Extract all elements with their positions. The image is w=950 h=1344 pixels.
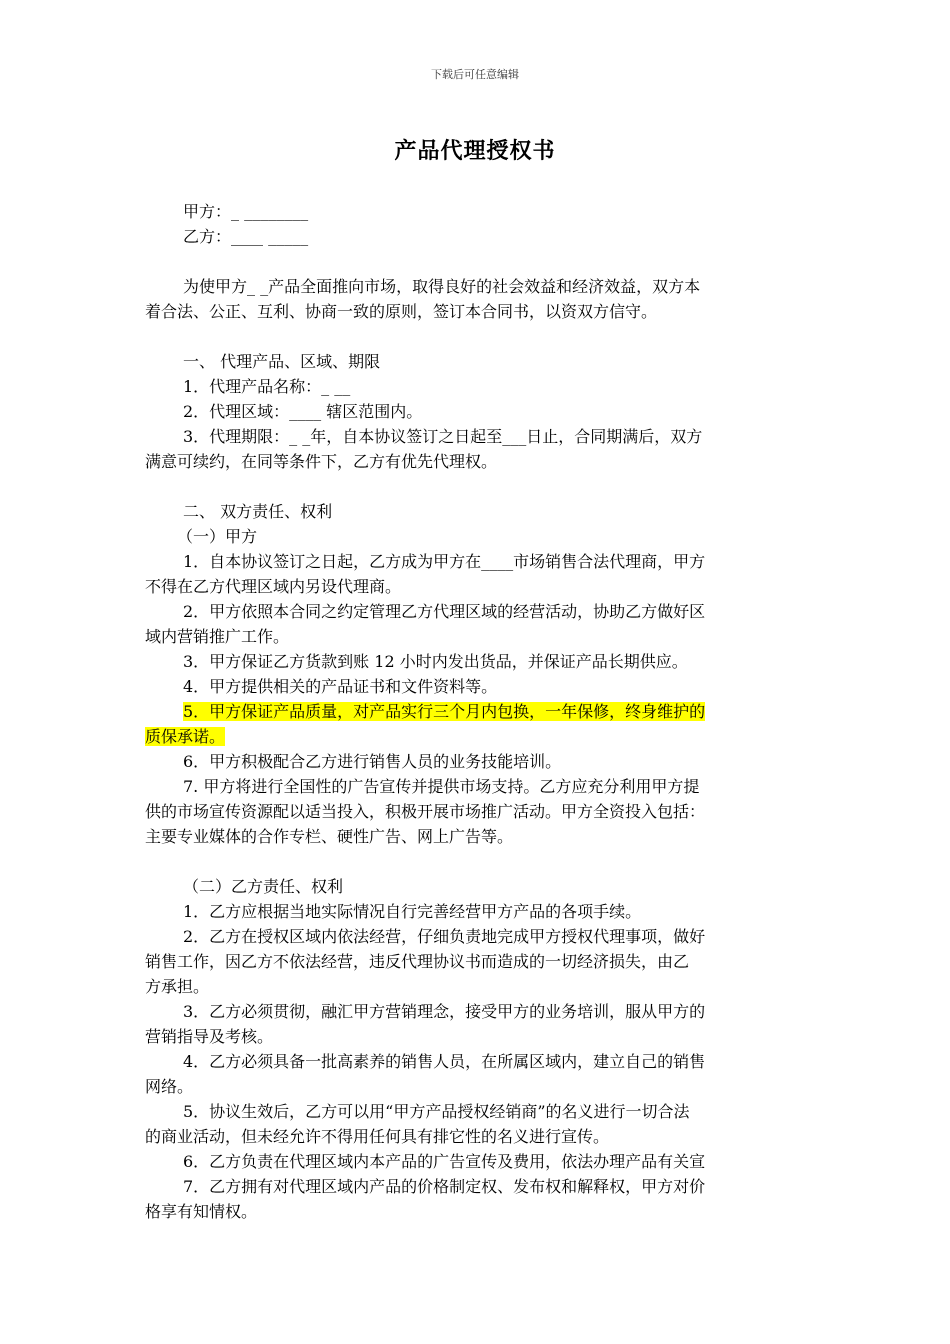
- party-a-item: 3．甲方保证乙方货款到账 12 小时内发出货品，并保证产品长期供应。: [183, 652, 688, 671]
- section-2-heading: 二、 双方责任、权利: [183, 502, 333, 521]
- party-a-item: 1．自本协议签订之日起，乙方成为甲方在____市场销售合法代理商，甲方: [183, 552, 706, 571]
- subsection-b-heading: （二）乙方责任、权利: [183, 877, 344, 896]
- party-b-item: 1．乙方应根据当地实际情况自行完善经营甲方产品的各项手续。: [183, 902, 642, 921]
- party-b-item-cont: 销售工作，因乙方不依法经营，违反代理协议书而造成的一切经济损失，由乙: [145, 952, 690, 971]
- party-b-item-cont: 格享有知情权。: [145, 1202, 258, 1221]
- section-1-heading: 一、 代理产品、区域、期限: [183, 352, 381, 371]
- party-a-item-cont: 不得在乙方代理区域内另设代理商。: [145, 577, 402, 596]
- party-b-line: 乙方：____ _____: [183, 227, 309, 246]
- party-a-item: 4．甲方提供相关的产品证书和文件资料等。: [183, 677, 498, 696]
- party-a-line: 甲方：_ ________: [183, 202, 309, 221]
- highlighted-text: 质保承诺。: [145, 727, 226, 746]
- party-a-item: 6．甲方积极配合乙方进行销售人员的业务技能培训。: [183, 752, 562, 771]
- party-b-item-cont: 网络。: [145, 1077, 194, 1096]
- party-a-item-cont-highlighted: [145, 724, 810, 749]
- party-b-item-cont: 方承担。: [145, 977, 210, 996]
- section-1-item: 3．代理期限：_ _年，自本协议签订之日起至___日止，合同期满后，双方: [183, 427, 703, 446]
- party-b-item: 2．乙方在授权区域内依法经营，仔细负责地完成甲方授权代理事项，做好: [183, 927, 706, 946]
- party-b-item: 6．乙方负责在代理区域内本产品的广告宣传及费用，依法办理产品有关宣: [183, 1152, 706, 1171]
- document-body: [145, 199, 810, 1224]
- party-b-item: 4．乙方必须具备一批高素养的销售人员，在所属区域内，建立自己的销售: [183, 1052, 706, 1071]
- party-b-item: 3．乙方必须贯彻，融汇甲方营销理念，接受甲方的业务培训，服从甲方的: [183, 1002, 706, 1021]
- party-a-item-cont: 域内营销推广工作。: [145, 627, 290, 646]
- document-title: 产品代理授权书: [394, 139, 556, 164]
- party-a-item-cont: 主要专业媒体的合作专栏、硬性广告、网上广告等。: [145, 827, 514, 846]
- subsection-a-heading: （一）甲方: [177, 527, 258, 546]
- party-a-item: 2．甲方依照本合同之约定管理乙方代理区域的经营活动，协助乙方做好区: [183, 602, 706, 621]
- section-1-item: 2．代理区域：____ 辖区范围内。: [183, 402, 423, 421]
- party-b-item-cont: 营销指导及考核。: [145, 1027, 274, 1046]
- highlighted-text: 5．甲方保证产品质量，对产品实行三个月内包换，一年保修，终身维护的: [183, 702, 706, 721]
- party-a-item-highlighted: [145, 699, 810, 724]
- party-b-item: 7．乙方拥有对代理区域内产品的价格制定权、发布权和解释权，甲方对价: [183, 1177, 706, 1196]
- party-b-item-cont: 的商业活动，但未经允许不得用任何具有排它性的名义进行宣传。: [145, 1127, 610, 1146]
- party-b-item: 5．协议生效后，乙方可以用“甲方产品授权经销商”的名义进行一切合法: [183, 1102, 690, 1121]
- intro-line-2: 着合法、公正、互利、协商一致的原则，签订本合同书，以资双方信守。: [145, 302, 658, 321]
- party-a-item: 7. 甲方将进行全国性的广告宣传并提供市场支持。乙方应充分利用甲方提: [183, 777, 700, 796]
- section-1-item: 1．代理产品名称：_ __: [183, 377, 351, 396]
- page-header-note: 下载后可任意编辑: [431, 68, 519, 81]
- intro-line-1: 为使甲方_ _产品全面推向市场，取得良好的社会效益和经济效益，双方本: [183, 277, 701, 296]
- party-a-item-cont: 供的市场宣传资源配以适当投入，积极开展市场推广活动。甲方全资投入包括：: [145, 802, 706, 821]
- section-1-item-cont: 满意可续约，在同等条件下，乙方有优先代理权。: [145, 452, 498, 471]
